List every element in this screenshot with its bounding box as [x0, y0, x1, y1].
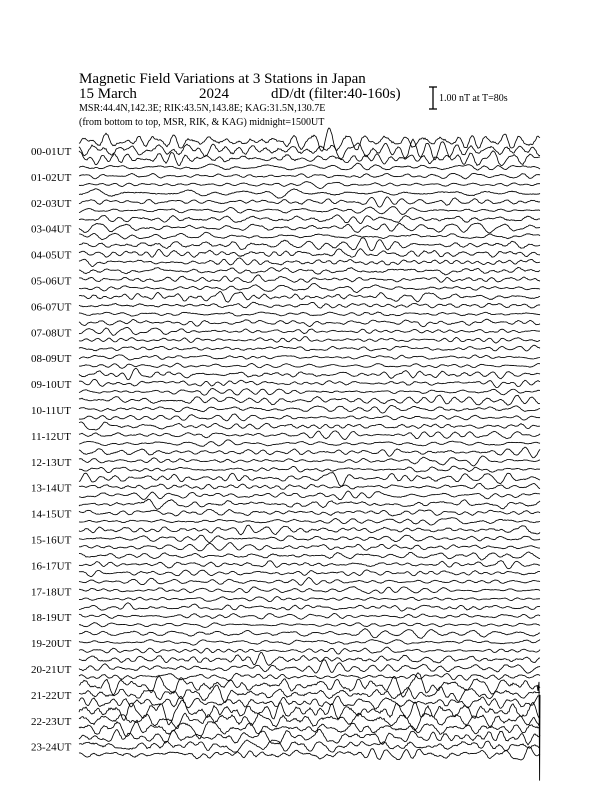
trace-kag [79, 525, 540, 535]
trace-msr [79, 440, 540, 446]
hour-label: 09-10UT [31, 379, 72, 392]
trace-kag [79, 473, 540, 487]
trace-msr [79, 570, 540, 577]
hour-label: 16-17UT [31, 560, 72, 573]
trace-msr [79, 696, 540, 709]
trace-rik [79, 223, 540, 233]
hour-label: 00-01UT [31, 146, 72, 158]
trace-rik [79, 431, 540, 440]
hour-label: 12-13UT [31, 456, 72, 469]
trace-rik [79, 302, 540, 308]
trace-rik [79, 640, 540, 646]
trace-msr [79, 747, 540, 760]
station-order-note: (from bottom to top, MSR, RIK, & KAG) midnight=1500UT [79, 117, 325, 128]
trace-msr [79, 597, 540, 602]
trace-msr [79, 151, 540, 166]
trace-rik [79, 587, 540, 594]
trace-rik [79, 355, 540, 360]
trace-rik [79, 535, 540, 542]
trace-rik [79, 173, 540, 179]
trace-msr [79, 466, 540, 472]
trace-kag [79, 368, 540, 380]
hour-label: 07-08UT [31, 327, 72, 340]
trace-msr [79, 518, 540, 525]
trace-rik [79, 561, 540, 569]
hour-label: 17-18UT [31, 586, 72, 599]
trace-rik [79, 405, 540, 413]
trace-kag [79, 499, 540, 509]
hour-label: 01-02UT [31, 171, 72, 184]
trace-msr [79, 207, 540, 215]
hour-label: 04-05UT [31, 249, 72, 262]
trace-kag [79, 215, 540, 224]
hour-label: 05-06UT [31, 275, 72, 288]
date-label: 15 March [79, 86, 137, 102]
trace-kag [79, 238, 540, 251]
hour-label: 06-07UT [31, 301, 72, 314]
trace-msr [79, 673, 540, 680]
hour-label: 20-21UT [31, 664, 72, 676]
hour-label: 13-14UT [31, 482, 72, 495]
hour-label: 14-15UT [31, 508, 72, 521]
trace-rik [79, 740, 540, 752]
hour-label: 23-24UT [31, 741, 72, 754]
hour-label: 10-11UT [31, 405, 71, 417]
trace-msr [79, 491, 540, 500]
hour-label: 11-12UT [31, 430, 71, 443]
trace-kag [79, 628, 540, 638]
trace-msr [79, 283, 540, 292]
hour-label: 15-16UT [31, 534, 72, 547]
trace-kag [79, 447, 540, 458]
trace-kag [79, 552, 540, 560]
trace-kag [79, 189, 540, 198]
trace-kag [79, 319, 540, 326]
chart-title: Magnetic Field Variations at 3 Stations in Japan [79, 71, 366, 87]
trace-msr [79, 623, 540, 628]
trace-kag [79, 652, 540, 665]
hour-label: 19-20UT [31, 638, 72, 651]
filter-label: dD/dt (filter:40-160s) [271, 86, 401, 102]
trace-kag [79, 267, 540, 274]
trace-msr [79, 414, 540, 421]
station-coordinates: MSR:44.4N,142.3E; RIK:43.5N,143.8E; KAG:31.5N,130.7E [79, 103, 326, 114]
trace-kag [79, 291, 540, 302]
year-label: 2024 [199, 86, 229, 102]
trace-kag [79, 128, 540, 151]
hour-label: 03-04UT [31, 223, 72, 236]
trace-msr [79, 232, 540, 239]
trace-kag [79, 163, 540, 170]
trace-msr [79, 388, 540, 395]
trace-rik [79, 197, 540, 207]
trace-kag [79, 729, 540, 744]
trace-kag [79, 395, 540, 405]
trace-rik [79, 483, 540, 489]
trace-msr [79, 312, 540, 316]
trace-kag [79, 577, 540, 585]
trace-rik [79, 456, 540, 466]
hour-label: 21-22UT [31, 689, 72, 702]
trace-msr [79, 543, 540, 551]
trace-rik [79, 660, 540, 673]
trace-rik [79, 379, 540, 387]
trace-kag [79, 345, 540, 351]
trace-rik [79, 613, 540, 619]
hour-label: 02-03UT [31, 197, 72, 210]
trace-rik [79, 509, 540, 516]
trace-msr [79, 337, 540, 343]
trace-rik [79, 275, 540, 282]
trace-rik [79, 327, 540, 335]
trace-msr [79, 363, 540, 368]
trace-kag [79, 603, 540, 611]
trace-msr [79, 647, 540, 654]
hour-label: 08-09UT [31, 353, 72, 366]
scale-label: 1.00 nT at T=80s [439, 93, 508, 104]
trace-msr [79, 722, 540, 739]
trace-msr [79, 182, 540, 189]
hour-label: 22-23UT [31, 715, 72, 728]
trace-kag [79, 422, 540, 430]
trace-rik [79, 249, 540, 258]
hour-label: 18-19UT [31, 612, 72, 625]
trace-msr [79, 258, 540, 267]
